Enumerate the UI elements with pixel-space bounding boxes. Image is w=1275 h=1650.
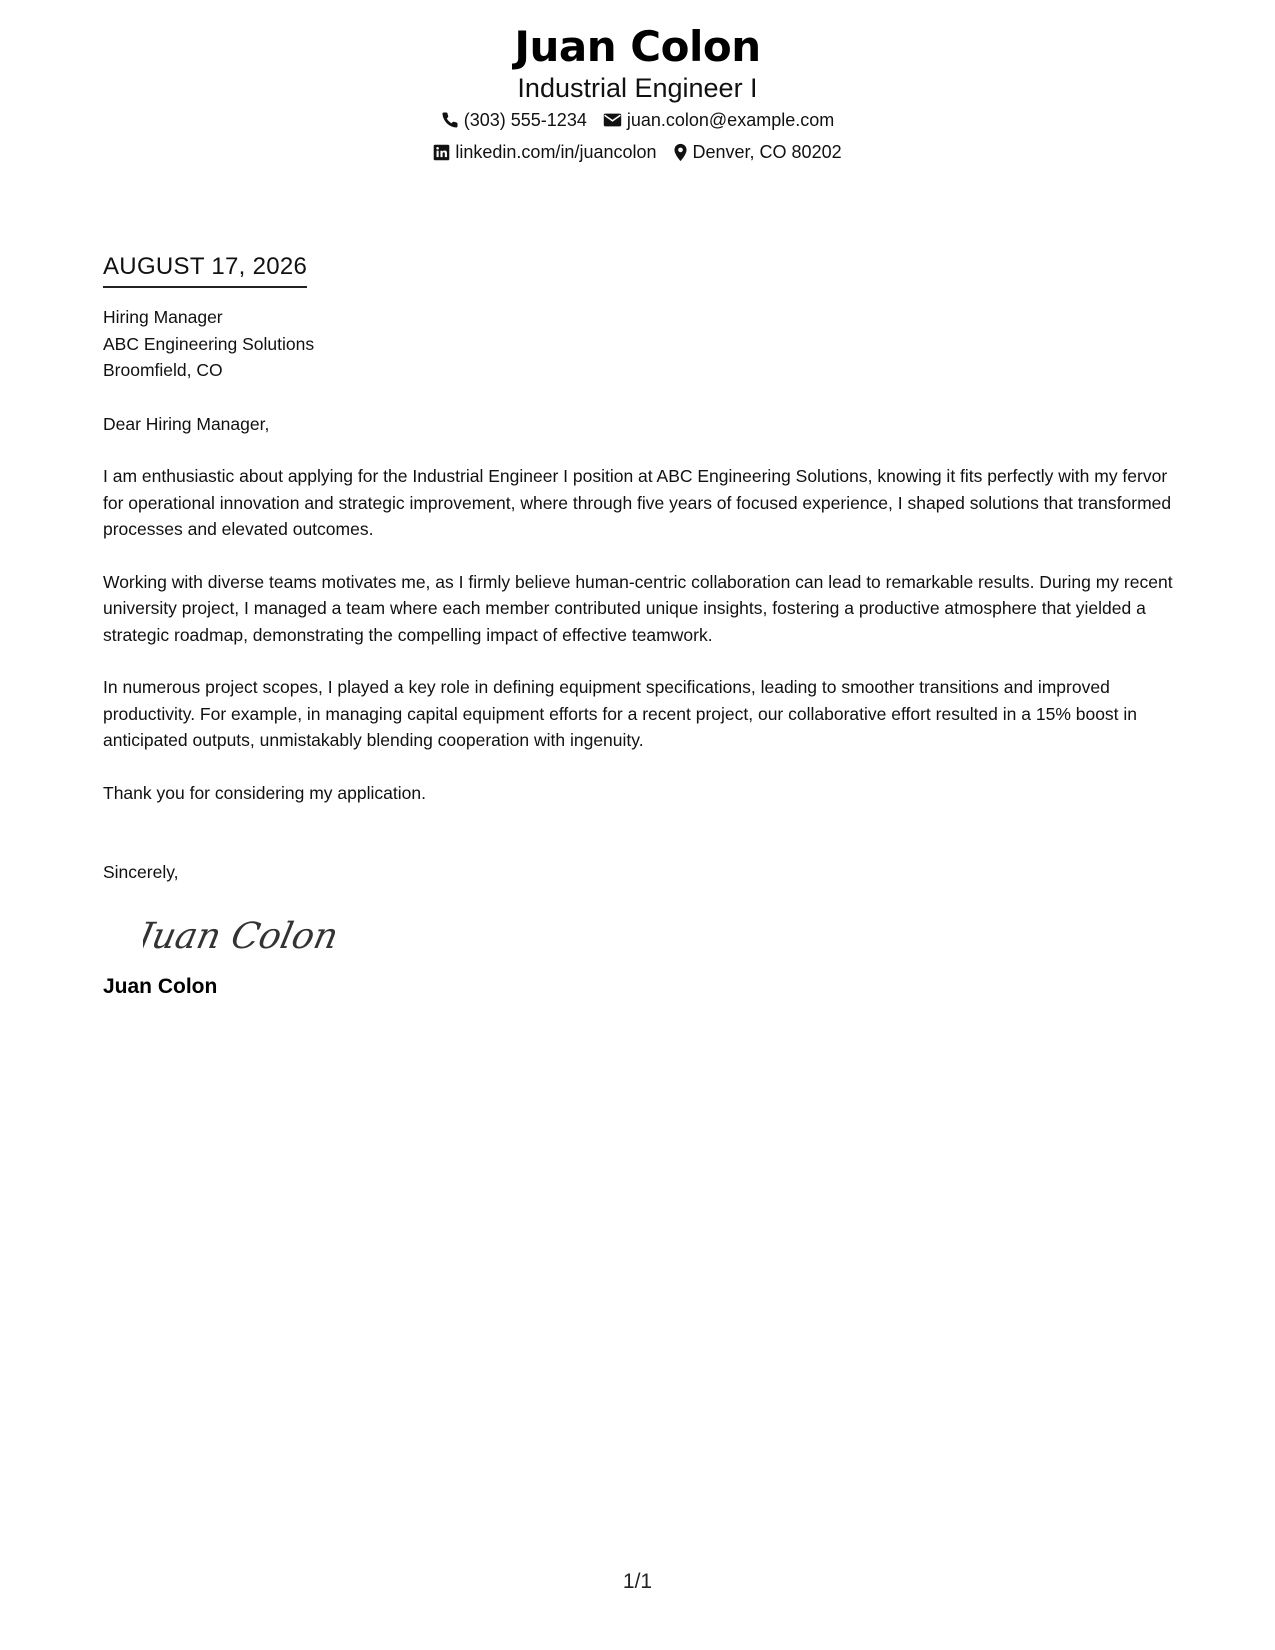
map-pin-icon — [673, 143, 688, 162]
salutation: Dear Hiring Manager, — [103, 413, 270, 434]
handwritten-signature — [143, 904, 1178, 968]
contact-phone — [441, 104, 587, 136]
letter-header — [0, 22, 1275, 168]
applicant-title: Industrial Engineer I — [517, 73, 758, 103]
linkedin-icon — [433, 144, 450, 161]
letter-date: AUGUST 17, 2026 — [103, 250, 307, 288]
contact-email — [603, 104, 834, 136]
recipient-company: ABC Engineering Solutions — [103, 333, 315, 354]
linkedin-text: linkedin.com/in/juancolon — [455, 142, 657, 162]
location-text: Denver, CO 80202 — [692, 142, 842, 162]
phone-icon — [441, 111, 459, 129]
email-text: juan.colon@example.com — [626, 110, 835, 130]
signer-name: Juan Colon — [103, 974, 218, 998]
body-paragraph: I am enthusiastic about applying for the Industrial Engineer I position at ABC Engineering Solutions, knowing it fits perfectly with my fervor for operational innovation and strategic improvement, where through five years of focused experience, I shaped solutions that transformed processes and elevated outcomes. — [103, 466, 1172, 539]
contact-linkedin — [433, 136, 656, 168]
contact-row-2 — [0, 136, 1275, 168]
contact-row-1 — [0, 104, 1275, 136]
signature-glyphs: Juan Colon — [143, 913, 343, 957]
envelope-icon — [603, 112, 622, 128]
contact-location — [673, 136, 842, 168]
page-number: 1/1 — [622, 1570, 653, 1593]
body-paragraph: In numerous project scopes, I played a key role in defining equipment specifications, leading to smoother transitions and improved productivity. For example, in managing capital equipment efforts for a recent project, our collaborative effort resulted in a 15% boost in anticipated outputs, unmistakably blending cooperation with ingenuity. — [103, 677, 1138, 750]
recipient-line: Hiring Manager — [103, 307, 223, 327]
body-paragraph: Working with diverse teams motivates me, as I firmly believe human-centric collaboration can lead to remarkable results. During my recent university project, I managed a team where each member contributed unique insights, fostering a productive atmosphere that yielded a strategic roadmap, demonstrating the compelling impact of effective teamwork. — [103, 571, 1173, 645]
thank-you-line: Thank you for considering my application. — [103, 782, 426, 803]
closing: Sincerely, — [103, 862, 179, 882]
recipient-block — [103, 304, 1178, 384]
applicant-name: Juan Colon — [514, 22, 761, 71]
phone-text: (303) 555-1234 — [463, 110, 587, 130]
recipient-location: Broomfield, CO — [103, 360, 223, 380]
letter-body — [103, 250, 1178, 1000]
